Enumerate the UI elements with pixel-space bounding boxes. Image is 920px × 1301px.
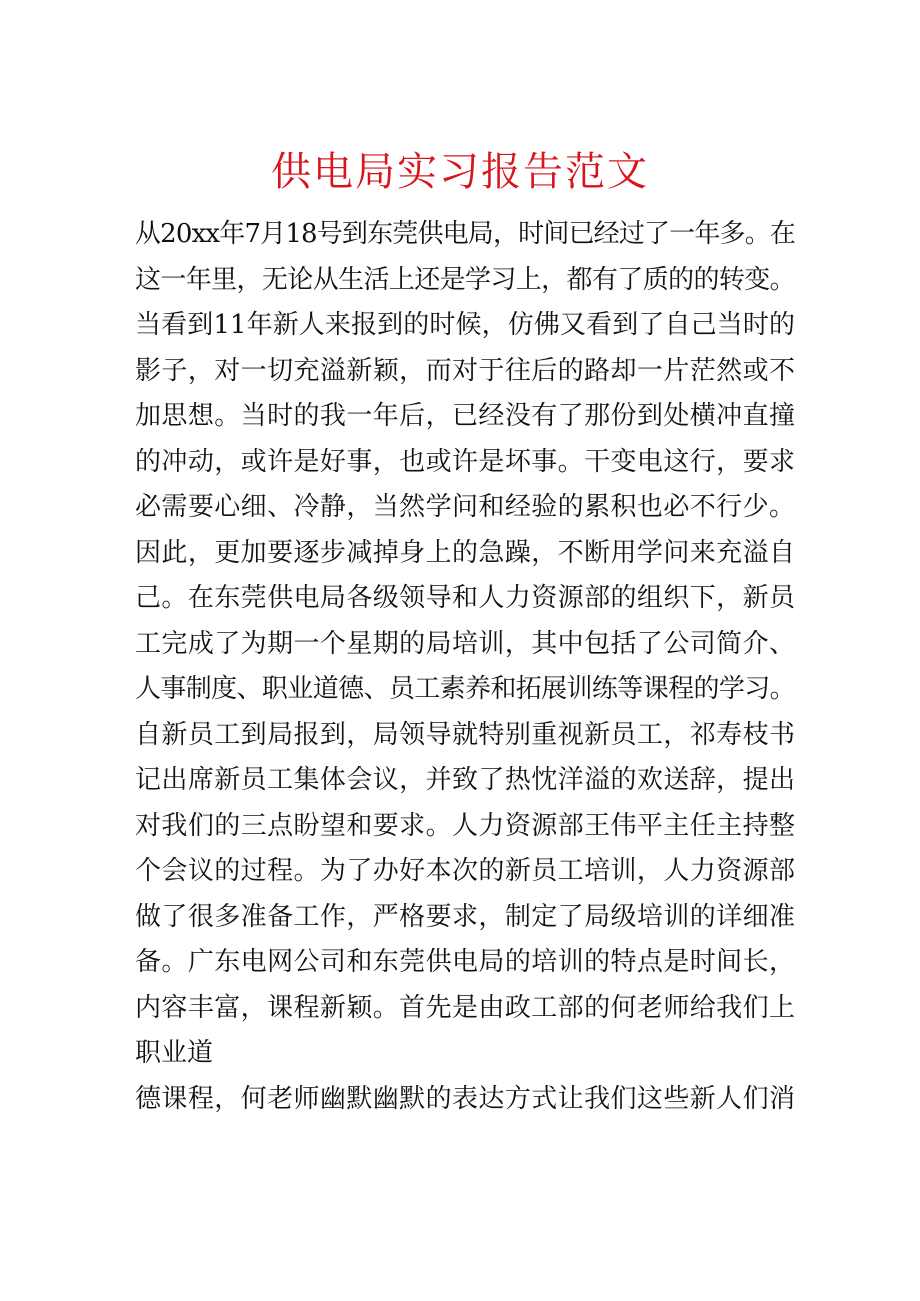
body-line: 备。广东电网公司和东莞供电局的培训的特点是时间长， xyxy=(135,947,795,977)
body-line: 个会议的过程。为了办好本次的新员工培训，人力资源部 xyxy=(135,856,795,886)
body-line: 必需要心细、冷静，当然学问和经验的累积也必不行少。 xyxy=(135,492,795,522)
body-line: 从20xx年7月18号到东莞供电局，时间已经过了一年多。在 xyxy=(135,219,796,249)
body-line: 自新员工到局报到，局领导就特别重视新员工，祁寿枝书 xyxy=(135,719,795,750)
body-line: 职业道 xyxy=(135,1038,214,1068)
body-line: 当看到11年新人来报到的时候，仿佛又看到了自己当时的 xyxy=(135,310,795,340)
body-line: 做了很多准备工作，严格要求，制定了局级培训的详细准 xyxy=(135,901,795,932)
document-title: 供电局实习报告范文 xyxy=(271,149,649,195)
body-line: 加思想。当时的我一年后，已经没有了那份到处横冲直撞 xyxy=(135,401,795,431)
body-line: 工完成了为期一个星期的局培训，其中包括了公司简介、 xyxy=(135,628,795,659)
body-line: 对我们的三点盼望和要求。人力资源部王伟平主任主持整 xyxy=(135,810,795,841)
body-line: 人事制度、职业道德、员工素养和拓展训练等课程的学习。 xyxy=(135,674,796,704)
body-line: 记出席新员工集体会议，并致了热忱洋溢的欢送辞，提出 xyxy=(135,765,795,795)
document-body xyxy=(135,212,795,1122)
body-line: 影子，对一切充溢新颖，而对于往后的路却一片茫然或不 xyxy=(135,355,795,386)
body-line: 内容丰富，课程新颖。首先是由政工部的何老师给我们上 xyxy=(135,992,795,1023)
body-line: 这一年里，无论从生活上还是学习上，都有了质的的转变。 xyxy=(135,264,796,295)
body-line: 德课程，何老师幽默幽默的表达方式让我们这些新人们消 xyxy=(135,1083,795,1114)
body-line: 己。在东莞供电局各级领导和人力资源部的组织下，新员 xyxy=(135,583,795,613)
body-line: 的冲动，或许是好事，也或许是坏事。干变电这行，要求 xyxy=(135,446,795,477)
body-line: 因此，更加要逐步减掉身上的急躁，不断用学问来充溢自 xyxy=(135,537,795,568)
